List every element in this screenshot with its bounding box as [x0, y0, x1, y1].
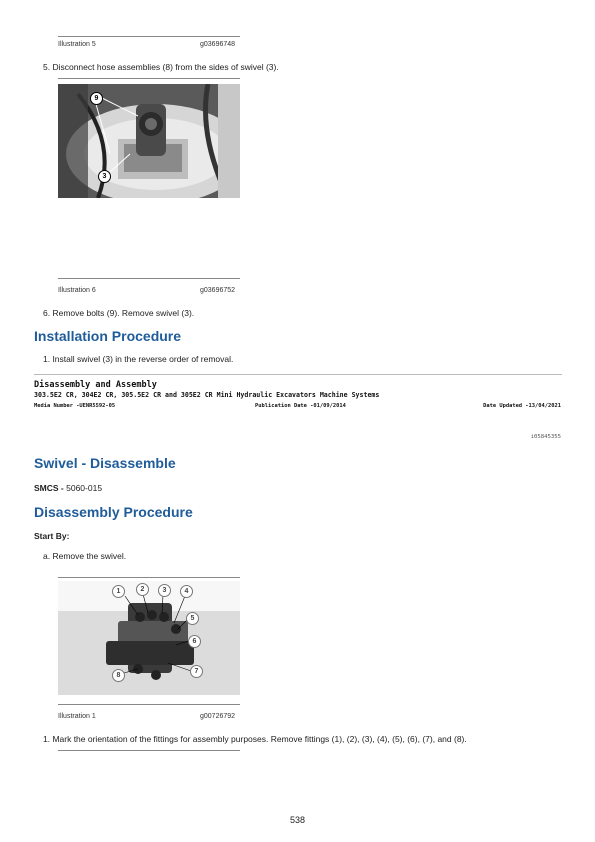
publication-date: Publication Date -01/09/2014	[255, 403, 346, 409]
step-text: 6. Remove bolts (9). Remove swivel (3).	[43, 308, 195, 318]
illustration-code: g03696748	[200, 41, 236, 48]
illustration-label: Illustration 5	[58, 41, 96, 48]
illustration-code: g00726792	[200, 713, 236, 720]
step-text: a. Remove the swivel.	[43, 551, 127, 561]
callout-2: 2	[136, 583, 149, 596]
date-updated: Date Updated -13/04/2021	[483, 403, 561, 409]
step-text: 1. Install swivel (3) in the reverse order of removal.	[43, 354, 234, 364]
document-title: Disassembly and Assembly	[34, 380, 157, 390]
section-divider	[34, 374, 562, 375]
callout-9: 9	[90, 92, 103, 105]
illustration-label: Illustration 6	[58, 287, 96, 294]
callout-4: 4	[180, 585, 193, 598]
section-heading: Disassembly Procedure	[34, 504, 193, 520]
document-id: i05845355	[530, 434, 561, 440]
divider	[58, 78, 240, 79]
step-text: 5. Disconnect hose assemblies (8) from the sides of swivel (3).	[43, 62, 279, 72]
divider	[58, 704, 240, 705]
illustration-code: g03696752	[200, 287, 236, 294]
divider	[58, 750, 240, 751]
media-number: Media Number -UENR5592-05	[34, 403, 116, 409]
page-title: Swivel - Disassemble	[34, 455, 176, 471]
fittings-photo	[58, 581, 240, 695]
callout-7: 7	[190, 665, 203, 678]
callout-5: 5	[186, 612, 199, 625]
callout-3: 3	[158, 584, 171, 597]
divider	[58, 577, 240, 578]
illustration-label: Illustration 1	[58, 713, 96, 720]
page-number: 538	[289, 815, 306, 825]
callout-1: 1	[112, 585, 125, 598]
start-by-label: Start By:	[34, 531, 70, 541]
fittings-photo-graphic	[58, 581, 240, 695]
section-heading: Installation Procedure	[34, 328, 182, 344]
smcs-label: SMCS -	[34, 483, 67, 493]
document-models: 303.5E2 CR, 304E2 CR, 305.5E2 CR and 305E2 CR Mini Hydraulic Excavators Machine Systems	[34, 391, 380, 399]
smcs-line	[34, 483, 102, 493]
callout-8: 8	[112, 669, 125, 682]
callout-6: 6	[188, 635, 201, 648]
swivel-photo-graphic	[58, 84, 240, 198]
divider	[58, 36, 240, 37]
smcs-value: 5060-015	[66, 483, 103, 493]
swivel-photo	[58, 84, 240, 198]
step-text: 1. Mark the orientation of the fittings for assembly purposes. Remove fittings (1), (2), (3), (4), (5), (6), (7), and (8).	[43, 734, 467, 744]
divider	[58, 278, 240, 279]
callout-3: 3	[98, 170, 111, 183]
